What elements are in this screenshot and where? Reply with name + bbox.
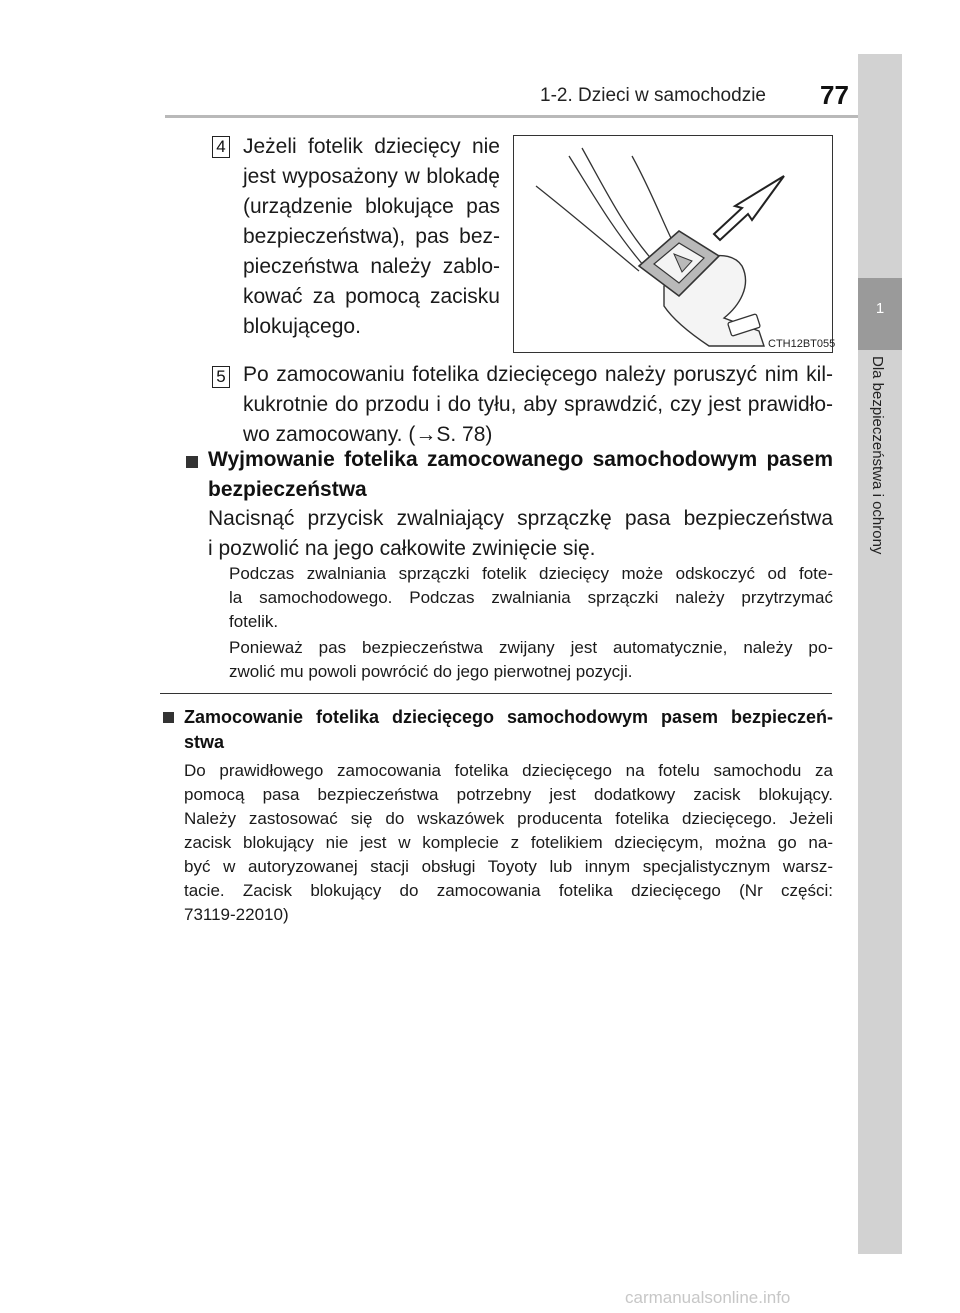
side-tab xyxy=(858,54,902,1254)
body-line: zacisk blokujący nie jest w komplecie z fotelikiem dziecięcym, można go na- xyxy=(184,833,833,852)
section-remove-body xyxy=(208,504,833,564)
section-install-body xyxy=(184,759,833,927)
step-4-line: pieczeństwa należy zablo- xyxy=(243,255,500,278)
section-remove-note-2 xyxy=(229,636,833,684)
step-4-line: (urządzenie blokujące pas xyxy=(243,195,500,218)
step-number-5: 5 xyxy=(212,366,230,388)
body-line: tacie. Zacisk blokujący do zamocowania fotelika dziecięcego (Nr części: xyxy=(184,881,833,900)
note-line: la samochodowego. Podczas zwalniania sprzączki należy przytrzymać xyxy=(229,588,833,607)
step-5-text xyxy=(243,360,833,450)
section-bullet-icon xyxy=(186,456,198,468)
note-line: zwolić mu powoli powrócić do jego pierwotnej pozycji. xyxy=(229,662,633,681)
step-4-line: bezpieczeństwa), pas bez- xyxy=(243,225,500,248)
body-line: być w autoryzowanej stacji obsługi Toyoty lub innym specjalistycznym warsz- xyxy=(184,857,833,876)
section-title: 1-2. Dzieci w samochodzie xyxy=(540,85,766,106)
section-title-line: stwa xyxy=(184,732,225,752)
step-5-line: kukrotnie do przodu i do tyłu, aby sprawdzić, czy jest prawidło- xyxy=(243,393,833,416)
header-rule xyxy=(165,115,901,118)
page-number: 77 xyxy=(820,80,849,110)
section-title-line: Wyjmowanie fotelika zamocowanego samochodowym pasem xyxy=(208,448,833,471)
note-line: Podczas zwalniania sprzączki fotelik dziecięcy może odskoczyć od fote- xyxy=(229,564,833,583)
section-bullet-icon xyxy=(163,712,174,723)
chapter-label: Dla bezpieczeństwa i ochrony xyxy=(869,356,886,555)
section-title-line: bezpieczeństwa xyxy=(208,478,367,501)
section-remove-title xyxy=(208,445,833,505)
step-5-line: wo zamocowany. (→S. 78) xyxy=(243,423,493,446)
section-install-title xyxy=(184,705,833,755)
body-line: Do prawidłowego zamocowania fotelika dziecięcego na fotelu samochodu za xyxy=(184,761,833,780)
step-4-text xyxy=(243,132,500,342)
step-number-4: 4 xyxy=(212,136,230,158)
note-line: fotelik. xyxy=(229,612,279,631)
step-4-line: jest wyposażony w blokadę xyxy=(243,165,500,188)
seat-belt-locking-clip-icon xyxy=(514,136,831,351)
figure-caption: CTH12BT055 xyxy=(768,338,836,350)
section-remove-note-1 xyxy=(229,562,833,634)
note-line: Ponieważ pas bezpieczeństwa zwijany jest automatycznie, należy po- xyxy=(229,638,833,657)
section-divider xyxy=(160,693,832,694)
section-title-line: Zamocowanie fotelika dziecięcego samochodowym pasem bezpieczeń- xyxy=(184,707,833,727)
body-line: Nacisnąć przycisk zwalniający sprzączkę pasa bezpieczeństwa xyxy=(208,507,833,530)
step-4-line: blokującego. xyxy=(243,315,361,338)
step-5-line: Po zamocowaniu fotelika dziecięcego należy poruszyć nim kil- xyxy=(243,363,833,386)
body-line: i pozwolić na jego całkowite zwinięcie się. xyxy=(208,537,596,560)
body-line: 73119-22010) xyxy=(184,905,289,924)
watermark: carmanualsonline.info xyxy=(625,1288,791,1307)
body-line: Należy zastosować się do wskazówek producenta fotelika dziecięcego. Jeżeli xyxy=(184,809,833,828)
figure-frame xyxy=(513,135,836,353)
step-4-line: kować za pomocą zacisku xyxy=(243,285,500,308)
step-4-line: Jeżeli fotelik dziecięcy nie xyxy=(243,135,500,158)
body-line: pomocą pasa bezpieczeństwa potrzebny jest dodatkowy zacisk blokujący. xyxy=(184,785,833,804)
chapter-number: 1 xyxy=(875,300,885,317)
